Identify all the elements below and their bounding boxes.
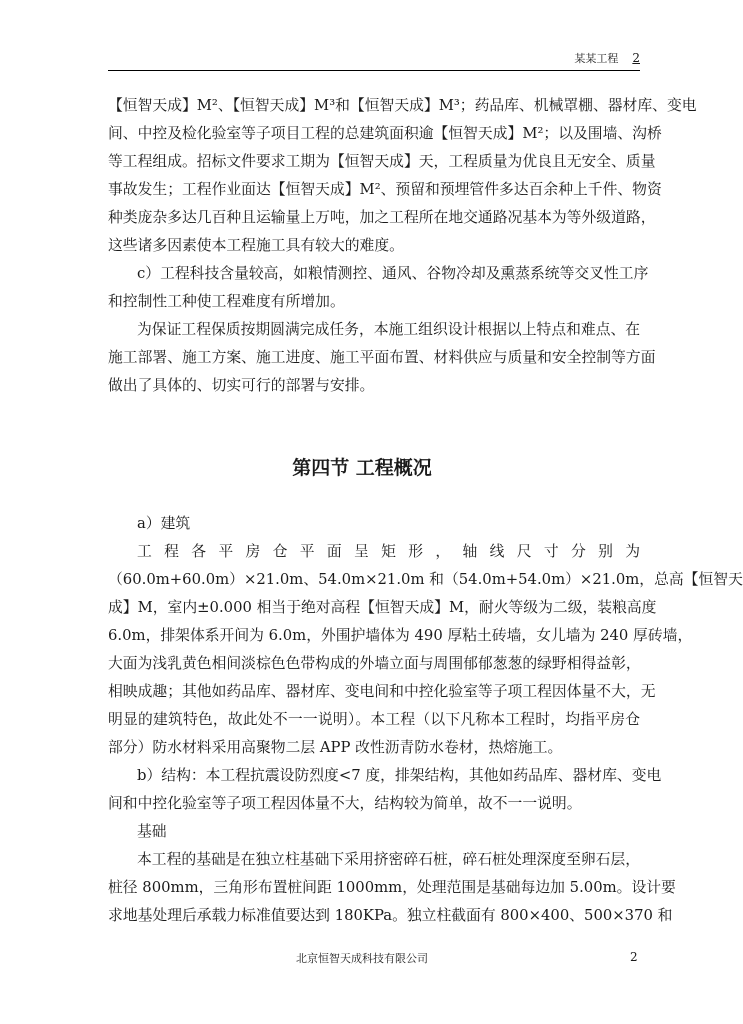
subheading-architecture: a）建筑 [137,515,191,532]
text-line: 部分）防水材料采用高聚物二层 APP 改性沥青防水卷材，热熔施工。 [108,739,563,756]
text-line: 成】M，室内±0.000 相当于绝对高程【恒智天成】M，耐火等级为二级，装粮高度 [108,599,657,616]
header-page-number: 2 [632,51,640,65]
header-rule [108,70,640,71]
text-line: 和控制性工种使工程难度有所增加。 [108,293,345,310]
text-line: 种类庞杂多达几百种且运输量上万吨，加之工程所在地交通路况基本为等外级道路， [108,209,656,226]
text-line: （60.0m+60.0m）×21.0m、54.0m×21.0m 和（54.0m+54.0m）×21.0m，总高【恒智天 [108,571,743,588]
text-line: 事故发生；工程作业面达【恒智天成】M²、预留和预埋管件多达百余种上千件、物资 [108,181,662,198]
text-line: 做出了具体的、切实可行的部署与安排。 [108,377,375,394]
text-line: 间和中控化验室等子项工程因体量不大，结构较为简单，故不一一说明。 [108,795,582,812]
header-text [574,50,640,66]
text-line: 大面为浅乳黄色相间淡棕色色带构成的外墙立面与周围郁郁葱葱的绿野相得益彰， [108,655,641,672]
text-line: 桩径 800mm，三角形布置桩间距 1000mm，处理范围是基础每边加 5.00m。设计要 [108,879,676,896]
text-line: 6.0m，排架体系开间为 6.0m，外围护墙体为 490 厚粘土砖墙，女儿墙为 240 厚砖墙， [108,627,693,644]
text-line: 本工程的基础是在独立柱基础下采用挤密碎石桩，碎石桩处理深度至卵石层， [137,851,641,868]
text-line: 这些诸多因素使本工程施工具有较大的难度。 [108,237,404,254]
subheading-foundation: 基础 [137,823,167,840]
text-line: 等工程组成。招标文件要求工期为【恒智天成】天，工程质量为优良且无安全、质量 [108,153,656,170]
text-line: 间、中控及检化验室等子项目工程的总建筑面积逾【恒智天成】M²；以及围墙、沟桥 [108,125,662,142]
text-line: 为保证工程保质按期圆满完成任务，本施工组织设计根据以上特点和难点、在 [137,321,641,338]
text-line: 明显的建筑特色，故此处不一一说明）。本工程（以下凡称本工程时，均指平房仓 [108,711,640,728]
footer-page-number: 2 [630,950,638,964]
text-line: b）结构：本工程抗震设防烈度<7 度，排架结构，其他如药品库、器材库、变电 [137,767,662,784]
header-title: 某某工程 [574,52,619,65]
text-line: c）工程科技含量较高，如粮情测控、通风、谷物冷却及熏蒸系统等交叉性工序 [137,265,649,282]
footer-company: 北京恒智天成科技有限公司 [296,952,428,965]
text-line: 【恒智天成】M²、【恒智天成】M³和【恒智天成】M³；药品库、机械罩棚、器材库、变电 [108,97,697,114]
text-line: 相映成趣；其他如药品库、器材库、变电间和中控化验室等子项工程因体量不大，无 [108,683,656,700]
text-line: 求地基处理后承载力标准值要达到 180KPa。独立柱截面有 800×400、500×370 和 [108,907,673,924]
text-line: 施工部署、施工方案、施工进度、施工平面布置、材料供应与质量和安全控制等方面 [108,349,656,366]
text-line: 工 程 各 平 房 仓 平 面 呈 矩 形 ， 轴 线 尺 寸 分 别 为 [137,543,640,560]
section-title: 第四节 工程概况 [292,457,432,479]
